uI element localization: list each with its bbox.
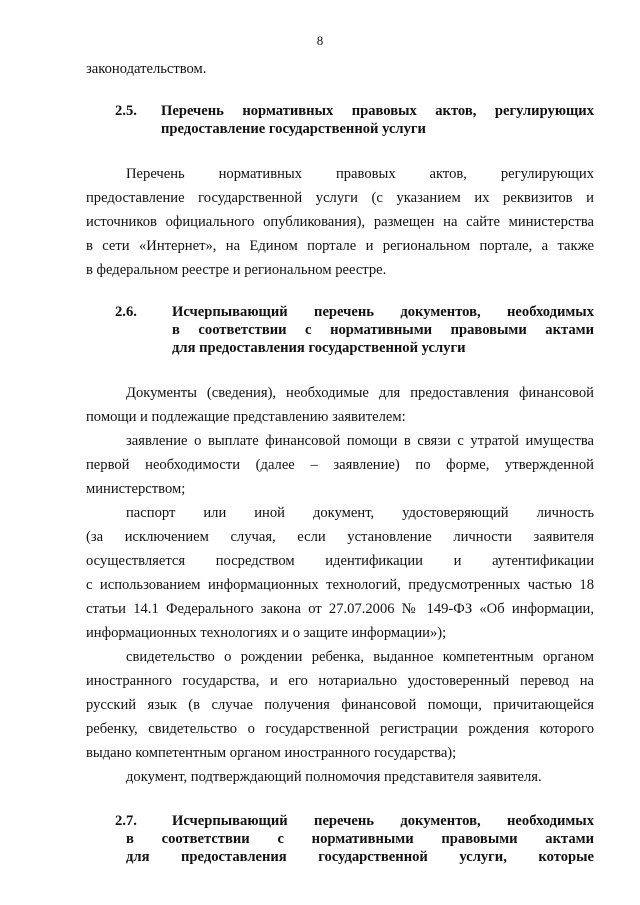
paragraph-line: с использованием информационных технологий, предусмотренных частью 18 — [86, 577, 594, 593]
paragraph-line: предоставление государственной услуги (с указанием их реквизитов и — [86, 190, 594, 206]
section-number: 2.7. — [115, 813, 137, 829]
section-heading-line: Исчерпывающий перечень документов, необходимых — [172, 813, 594, 829]
paragraph-line: министерством; — [86, 481, 186, 497]
section-heading-line: для предоставления государственной услуги — [172, 340, 466, 356]
page-number: 8 — [316, 33, 324, 48]
paragraph-line: источников официального опубликования), размещен на сайте министерства — [86, 214, 594, 230]
paragraph-line: помощи и подлежащие представлению заявителем: — [86, 409, 406, 425]
paragraph-line: свидетельство о рождении ребенка, выданное компетентным органом — [126, 649, 594, 665]
section-number: 2.6. — [115, 304, 137, 320]
paragraph-line: (за исключением случая, если установление личности заявителя — [86, 529, 594, 545]
text-line: законодательством. — [86, 61, 207, 77]
paragraph-line: выдано компетентным органом иностранного государства); — [86, 745, 457, 761]
paragraph-line: паспорт или иной документ, удостоверяющий личность — [126, 505, 594, 521]
paragraph-line: русский язык (в случае получения финансовой помощи, причитающейся — [86, 697, 594, 713]
paragraph-line: заявление о выплате финансовой помощи в связи с утратой имущества — [126, 433, 594, 449]
paragraph-line: первой необходимости (далее – заявление) по форме, утвержденной — [86, 457, 594, 473]
paragraph-line: в федеральном реестре и региональном реестре. — [86, 262, 387, 278]
paragraph-line: ребенку, свидетельство о государственной регистрации рождения которого — [86, 721, 594, 737]
paragraph-line: статьи 14.1 Федерального закона от 27.07.2006 № 149-ФЗ «Об информации, — [86, 601, 594, 617]
section-heading-line: для предоставления государственной услуги, которые — [126, 849, 594, 865]
paragraph-line: в сети «Интернет», на Едином портале и региональном портале, а также — [86, 238, 594, 254]
section-heading-line: в соответствии с нормативными правовыми актами — [172, 322, 594, 338]
section-number: 2.5. — [115, 103, 137, 119]
section-heading-line: Исчерпывающий перечень документов, необходимых — [172, 304, 594, 320]
section-heading-line: предоставление государственной услуги — [161, 121, 426, 137]
paragraph-line: документ, подтверждающий полномочия представителя заявителя. — [126, 769, 542, 785]
paragraph-line: Документы (сведения), необходимые для предоставления финансовой — [126, 385, 594, 401]
section-heading-line: Перечень нормативных правовых актов, регулирующих — [161, 103, 594, 119]
paragraph-line: иностранного государства, и его нотариально удостоверенный перевод на — [86, 673, 594, 689]
section-heading-line: в соответствии с нормативными правовыми актами — [126, 831, 594, 847]
paragraph-line: информационных технологиях и о защите информации»); — [86, 625, 447, 641]
paragraph-line: осуществляется посредством идентификации и аутентификации — [86, 553, 594, 569]
paragraph-line: Перечень нормативных правовых актов, регулирующих — [126, 166, 594, 182]
